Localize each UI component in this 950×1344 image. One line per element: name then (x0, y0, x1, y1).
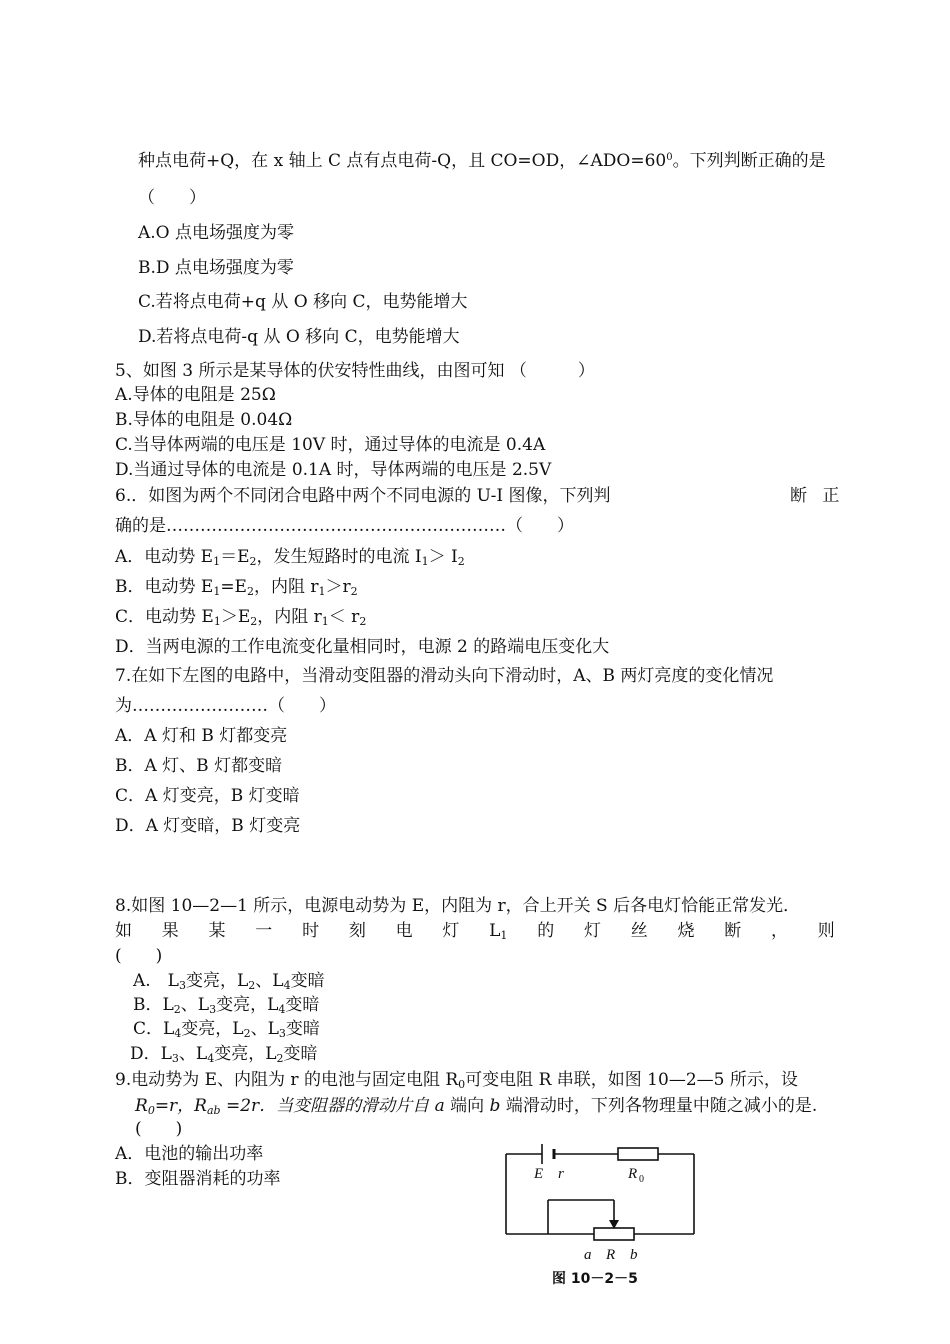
q7-option-d: D．A 灯变暗，B 灯变亮 (115, 816, 301, 836)
q5-option-c: C.当导体两端的电压是 10V 时，通过导体的电流是 0.4A (115, 435, 546, 455)
resistor-r0 (618, 1148, 658, 1160)
q4-option-d: D.若将点电荷-q 从 O 移向 C，电势能增大 (138, 327, 460, 347)
q6-option-d: D．当两电源的工作电流变化量相同时，电源 2 的路端电压变化大 (115, 637, 610, 657)
figure-caption: 图 10－2－5 (552, 1271, 638, 1287)
q7-option-a: A．A 灯和 B 灯都变亮 (115, 726, 288, 746)
q8-option-c: C．$L_4$变亮，$L_2$、$L_3$变暗 (133, 1019, 320, 1040)
variable-resistor-r (594, 1228, 634, 1240)
label-r0-sub: 0 (639, 1174, 644, 1185)
label-variable-r: R (606, 1247, 616, 1263)
label-r: r (558, 1166, 564, 1182)
q9-option-a: A．电池的输出功率 (115, 1144, 264, 1164)
q5-stem: 5、如图 3 所示是某导体的伏安特性曲线，由图可知 （ ） (115, 361, 595, 381)
q8-option-b: B．$L_2$、$L_3$变亮，$L_4$变暗 (133, 995, 320, 1016)
q8-paren: ( ) (115, 946, 163, 966)
q6-option-a: A．电动势 $E_1=E_2$，发生短路时的电流 $I_1> I_2$ (115, 547, 465, 568)
q7-option-c: C．A 灯变亮，B 灯变暗 (115, 786, 300, 806)
q8-option-d: D．$L_3$、$L_4$变亮，$L_2$变暗 (130, 1044, 318, 1065)
q9-option-b: B．变阻器消耗的功率 (115, 1169, 281, 1189)
q5-option-b: B.导体的电阻是 0.04Ω (115, 410, 293, 430)
q9-paren: ( ) (135, 1119, 183, 1139)
q8-stem-a: 8.如图 10—2—1 所示，电源电动势为 E，内阻为 r，合上开关 S 后各电灯恰能正常发光． (115, 896, 801, 916)
q7-stem-a: 7.在如下左图的电路中，当滑动变阻器的滑动头向下滑动时，A、B 两灯亮度的变化情况 (115, 666, 774, 686)
q9-stem-a: 9.电动势为 E、内阻为 r 的电池与固定电阻 $R_0$可变电阻 R 串联，如图 10—2—5 所示，设 (115, 1070, 798, 1091)
q9-stem-b: $R_0=r$，$R_{ab} =2r$．当变阻器的滑动片自 a 端向 b 端滑动时，下列各物理量中随之减小的是. (135, 1096, 818, 1117)
q7-option-b: B．A 灯、B 灯都变暗 (115, 756, 283, 776)
q4-paren: （ ） (138, 188, 206, 208)
q4-option-b: B.D 点电场强度为零 (138, 258, 294, 278)
q6-stem-b: 断 正 (790, 486, 840, 506)
q4-stem: 种点电荷+Q，在 x 轴上 C 点有点电荷-Q，且 CO=OD，$\angle ADO=60^0$。下列判断正确的是 (138, 151, 826, 171)
q6-option-b: B．电动势 $E_1=E_2$，内阻 $r_1>r_2$ (115, 577, 358, 598)
q6-stem-c: 确的是……………………………………………………（ ） (115, 516, 574, 536)
q6-stem-a: 6.．如图为两个不同闭合电路中两个不同电源的 U-I 图像，下列判 (115, 486, 611, 506)
q8-option-a: A. $L_3$变亮，$L_2$、$L_4$变暗 (133, 971, 325, 992)
label-e: E (534, 1166, 544, 1182)
q4-option-c: C.若将点电荷+q 从 O 移向 C，电势能增大 (138, 292, 468, 312)
q6-option-c: C．电动势 $E_1>E_2$，内阻 $r_1< r_2$ (115, 607, 367, 628)
label-a: a (584, 1247, 592, 1263)
label-r0: R (628, 1166, 638, 1182)
label-b: b (630, 1247, 638, 1263)
q5-option-d: D.当通过导体的电流是 0.1A 时，导体两端的电压是 2.5V (115, 460, 552, 480)
q7-stem-b: 为……………………（ ） (115, 696, 336, 716)
q4-option-a: A.O 点电场强度为零 (138, 223, 295, 243)
q5-option-a: A.导体的电阻是 25Ω (115, 385, 276, 405)
q8-stem-b: 如 果 某 一 时 刻 电 灯 $L_1$ 的 灯 丝 烧 断 ， 则 (115, 921, 835, 942)
circuit-diagram (498, 1140, 728, 1265)
